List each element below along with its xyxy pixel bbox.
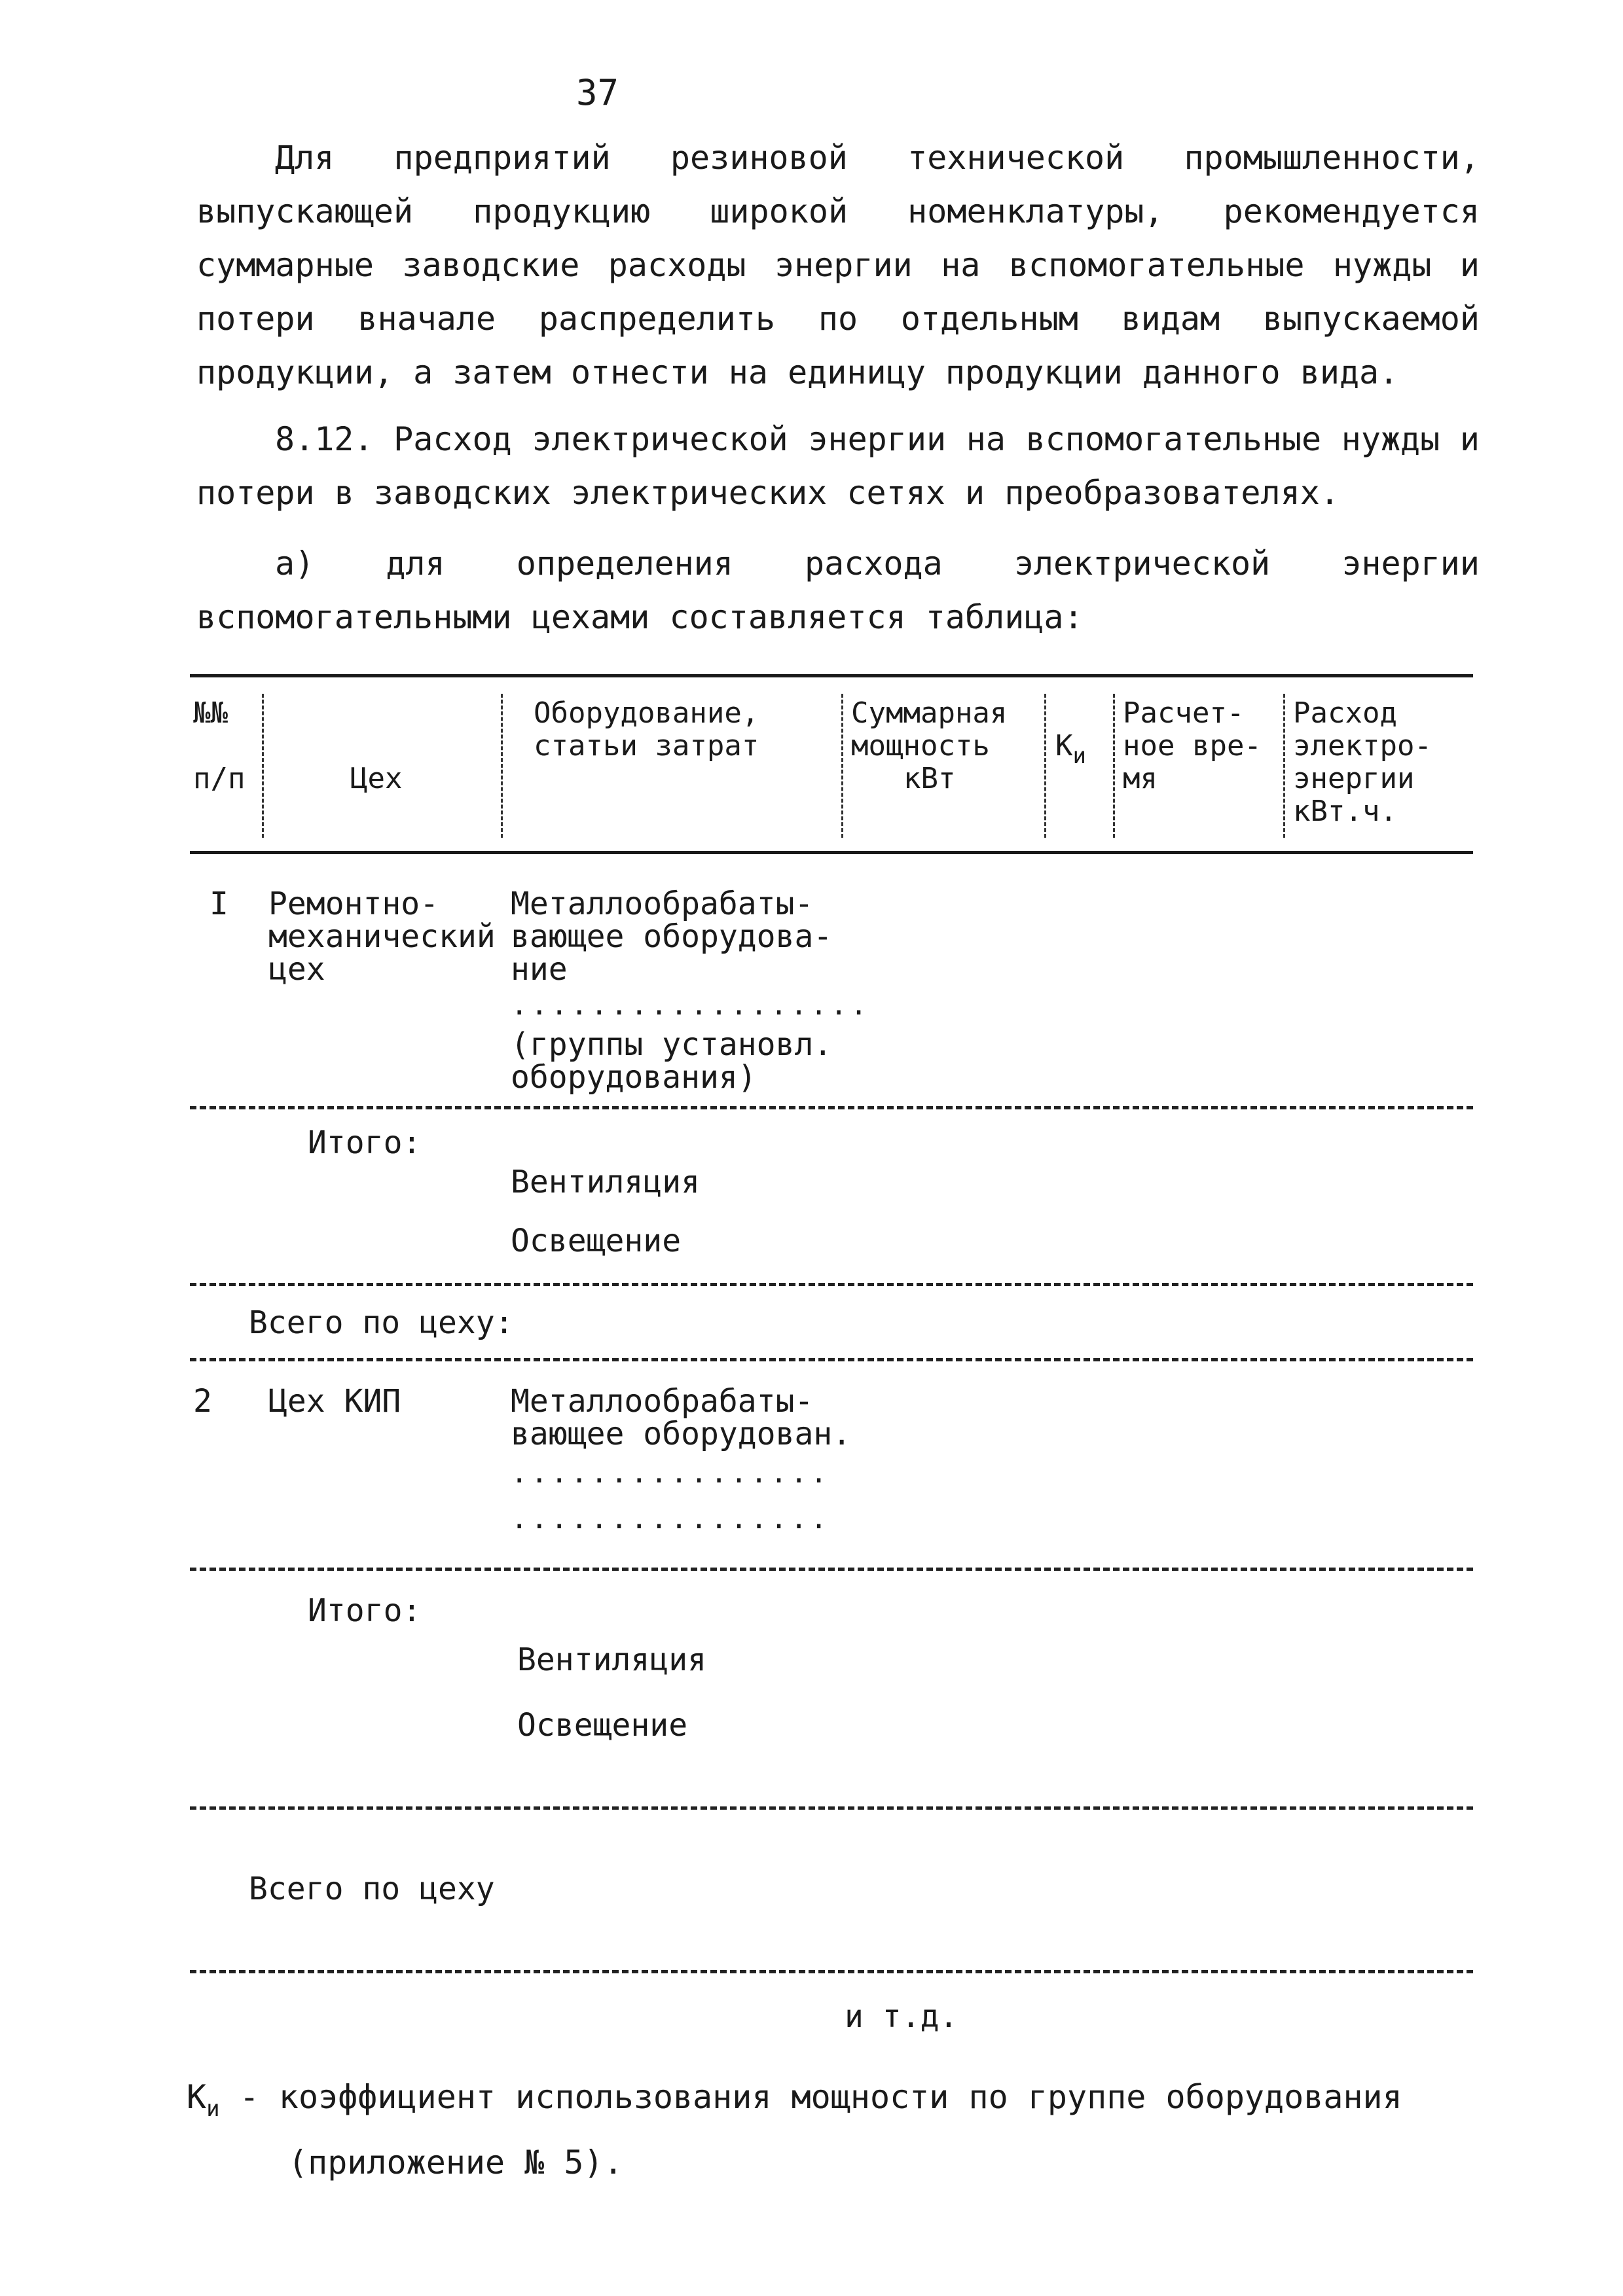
shop1-num: I bbox=[210, 886, 228, 922]
shop2-name: Цех КИП bbox=[268, 1383, 401, 1420]
header-separator bbox=[1044, 694, 1046, 838]
table-dashed-rule bbox=[190, 1283, 1473, 1286]
shop1-group-line2: оборудования) bbox=[511, 1059, 757, 1096]
header-shop: Цех bbox=[350, 762, 403, 795]
header-separator bbox=[841, 694, 843, 838]
header-separator bbox=[1113, 694, 1115, 838]
table-dashed-rule bbox=[190, 1568, 1473, 1571]
shop1-equip-line3: ние bbox=[511, 951, 568, 988]
header-equipment-line2: статьи затрат bbox=[534, 729, 759, 762]
shop1-equip-line2: вающее оборудова- bbox=[511, 918, 833, 955]
shop2-grand-total: Всего по цеху bbox=[249, 1871, 495, 1907]
table-etc: и т.д. bbox=[845, 1998, 958, 2035]
table-dashed-rule bbox=[190, 1970, 1473, 1973]
footnote-symbol-sub: и bbox=[206, 2096, 220, 2122]
header-num-line2: п/п bbox=[193, 762, 246, 795]
footnote-symbol: К bbox=[187, 2078, 207, 2116]
paragraph-2 bbox=[196, 412, 1480, 520]
shop1-grand-total: Всего по цеху: bbox=[249, 1304, 514, 1341]
header-separator bbox=[501, 694, 503, 838]
header-ki-main: К bbox=[1055, 729, 1073, 762]
shop2-equip-line1: Металлообрабаты- bbox=[511, 1383, 814, 1420]
shop1-name-line1: Ремонтно- bbox=[268, 886, 439, 922]
shop1-dots: .................. bbox=[511, 988, 870, 1022]
paragraph-2-text: 8.12. Расход электрической энергии на вспомогательные нужды и потери в заводских электрических сетях и преобразователях. bbox=[196, 420, 1480, 512]
shop2-lighting: Освещение bbox=[517, 1707, 688, 1744]
header-time-line2: ное вре- bbox=[1123, 729, 1262, 762]
header-ki-sub: и bbox=[1072, 743, 1086, 769]
paragraph-1 bbox=[196, 131, 1480, 399]
header-power-line1: Суммарная bbox=[851, 696, 1008, 730]
table-dashed-rule bbox=[190, 1106, 1473, 1109]
paragraph-1-text: Для предприятий резиновой технической промышленности, выпускающей продукцию широкой номенклатуры, рекомендуется суммарные заводские расходы энергии на вспомогательные нужды и потери вначале распределить по отдельным видам выпускаемой продукции, а затем отнести на единицу продукции данного вида. bbox=[196, 139, 1480, 391]
footnote-line2: (приложение № 5). bbox=[288, 2144, 623, 2181]
shop2-num: 2 bbox=[193, 1383, 212, 1420]
shop1-total: Итого: bbox=[308, 1124, 422, 1161]
header-ki bbox=[1055, 730, 1086, 772]
header-consumption-line4: кВт.ч. bbox=[1293, 795, 1397, 828]
header-time-line3: мя bbox=[1123, 762, 1158, 795]
shop2-total: Итого: bbox=[308, 1592, 422, 1629]
table-dashed-rule bbox=[190, 1358, 1473, 1361]
header-time-line1: Расчет- bbox=[1123, 696, 1245, 730]
shop2-equip-line2: вающее оборудован. bbox=[511, 1416, 852, 1452]
shop2-ventilation: Вентиляция bbox=[517, 1641, 706, 1678]
shop1-lighting: Освещение bbox=[511, 1223, 682, 1259]
header-separator bbox=[1283, 694, 1285, 838]
footnote-line1 bbox=[187, 2078, 1402, 2122]
table-dashed-rule bbox=[190, 1806, 1473, 1810]
table-header-rule bbox=[190, 851, 1473, 854]
footnote-text: - коэффициент использования мощности по группе оборудования bbox=[219, 2078, 1402, 2116]
header-separator bbox=[262, 694, 264, 838]
header-power-line3: кВт bbox=[903, 762, 956, 795]
shop1-group-line1: (группы установл. bbox=[511, 1026, 833, 1063]
shop1-ventilation: Вентиляция bbox=[511, 1164, 700, 1200]
header-consumption-line3: энергии bbox=[1293, 762, 1415, 795]
header-power-line2: мощность bbox=[851, 729, 990, 762]
header-num-line1: №№ bbox=[193, 696, 228, 730]
header-equipment-line1: Оборудование, bbox=[534, 696, 759, 730]
shop1-name-line3: цех bbox=[268, 951, 325, 988]
header-consumption-line1: Расход bbox=[1293, 696, 1397, 730]
shop1-equip-line1: Металлообрабаты- bbox=[511, 886, 814, 922]
shop1-name-line2: механический bbox=[268, 918, 496, 955]
paragraph-3-text: а) для определения расхода электрической энергии вспомогательными цехами составляется таблица: bbox=[196, 545, 1480, 636]
page-number: 37 bbox=[576, 72, 619, 113]
shop2-dots-1: ................ bbox=[511, 1456, 830, 1490]
shop2-dots-2: ................ bbox=[511, 1502, 830, 1535]
table-top-rule bbox=[190, 674, 1473, 677]
header-consumption-line2: электро- bbox=[1293, 729, 1432, 762]
paragraph-3 bbox=[196, 537, 1480, 644]
